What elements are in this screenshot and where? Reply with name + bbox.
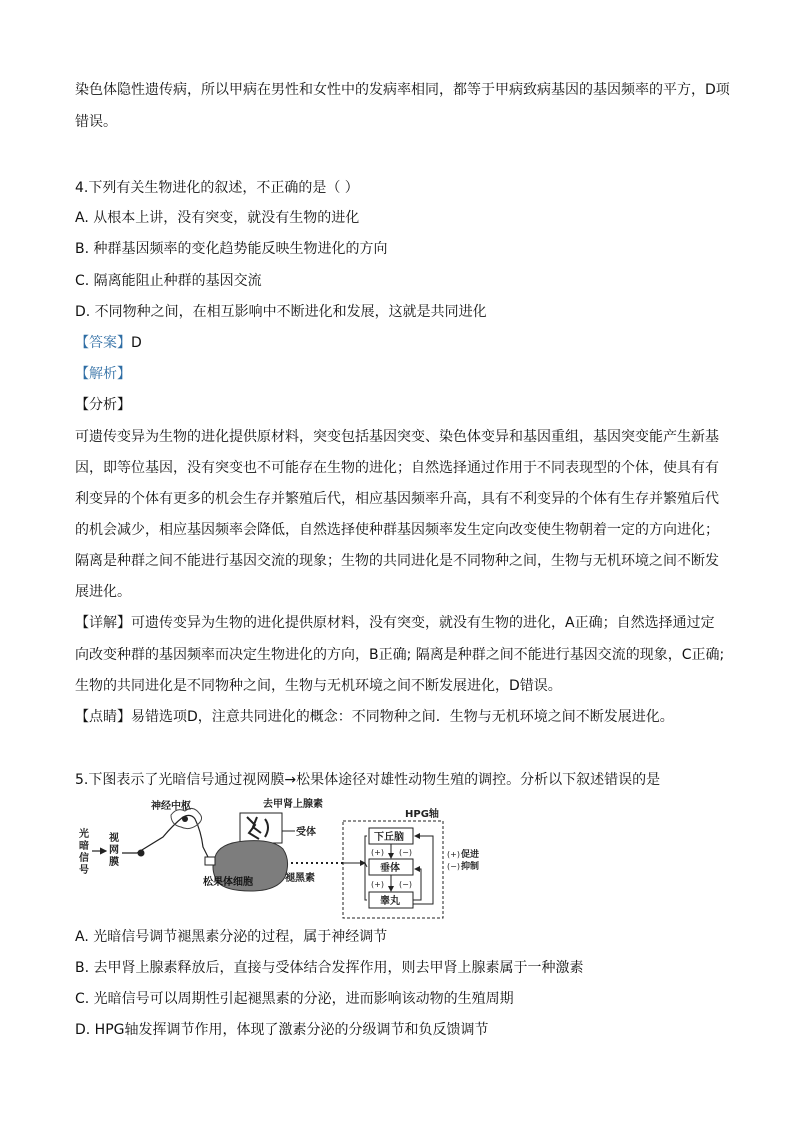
synapse-inset-box	[240, 813, 282, 843]
question-5-option-c: C. 光暗信号可以周期性引起褪黑素的分泌，进而影响该动物的生殖周期	[75, 991, 514, 1007]
fenxi-line-2: 因，即等位基因，没有突变也不可能存在生物的进化；自然选择通过作用于不同表现型的个体，使具有有	[75, 460, 719, 476]
answer-tag: 【答案】	[75, 335, 131, 351]
pituitary-label: 垂体	[380, 863, 400, 874]
svg-text:号: 号	[79, 865, 89, 876]
xiangjie-line-3: 生物的共同进化是不同物种之间，生物与无机环境之间不断发展进化，D错误。	[75, 678, 562, 694]
question-4-option-a: A. 从根本上讲，没有突变，就没有生物的进化	[75, 210, 360, 226]
question-4-option-b: B. 种群基因频率的变化趋势能反映生物进化的方向	[75, 241, 388, 257]
fenxi-tag: 【分析】	[75, 397, 131, 413]
answer-line	[75, 334, 142, 352]
legend-minus: (−)	[447, 862, 460, 871]
retina-neuron-icon	[138, 850, 145, 857]
pineal-terminal-icon	[205, 857, 215, 865]
xiangjie-text: 可遗传变异为生物的进化提供原材料，没有突变，就没有生物的进化，A正确；自然选择通过定	[131, 615, 715, 631]
plus-sign-1: (+)	[371, 848, 384, 857]
dianjing-tag: 【点睛】	[75, 709, 131, 725]
receptor-label: 受体	[296, 827, 316, 838]
question-4-option-c: C. 隔离能阻止种群的基因交流	[75, 273, 262, 289]
dianjing-text: 易错选项D，注意共同进化的概念：不同物种之间．生物与无机环境之间不断发展进化。	[131, 709, 674, 725]
svg-text:膜: 膜	[109, 857, 119, 868]
svg-text:网: 网	[109, 845, 119, 856]
minus-sign-2: (−)	[399, 880, 412, 889]
xiangjie-line-1	[75, 614, 715, 632]
svg-text:光: 光	[79, 829, 89, 840]
melatonin-label: 褪黑素	[285, 873, 315, 884]
fenxi-line-5: 隔离是种群之间不能进行基因交流的现象；生物的共同进化是不同物种之间，生物与无机环境之间不断发	[75, 553, 719, 569]
question-5-option-d: D. HPG轴发挥调节作用，体现了激素分泌的分级调节和负反馈调节	[75, 1022, 489, 1038]
relay-neuron-icon	[182, 816, 188, 822]
intro-line-2: 错误。	[75, 114, 117, 130]
dianjing-line	[75, 708, 674, 726]
plus-sign-2: (+)	[371, 880, 384, 889]
answer-value: D	[131, 335, 142, 351]
fenxi-line-6: 展进化。	[75, 584, 131, 600]
svg-text:暗: 暗	[79, 841, 89, 852]
legend-plus: (+)	[447, 850, 460, 859]
xiangjie-tag: 【详解】	[75, 615, 131, 631]
hpg-axis-diagram	[75, 795, 485, 920]
analysis-tag: 【解析】	[75, 366, 131, 382]
legend-promote: 促进	[461, 850, 480, 860]
fenxi-line-3: 利变异的个体有更多的机会生存并繁殖后代，相应基因频率升高，具有不利变异的个体有生存并繁殖后代	[75, 491, 719, 507]
norepinephrine-label: 去甲肾上腺素	[263, 799, 323, 810]
legend-inhibit: 抑制	[461, 862, 480, 872]
melatonin-to-hpg	[365, 836, 367, 900]
svg-text:信: 信	[79, 853, 89, 864]
light-signal-label	[79, 827, 89, 876]
hypothalamus-label: 下丘脑	[374, 832, 404, 843]
fenxi-line-1: 可遗传变异为生物的进化提供原材料，突变包括基因突变、染色体变异和基因重组，基因突变能产生新基	[75, 429, 719, 445]
feedback-to-pituitary	[413, 869, 421, 900]
hpg-axis-label: HPG轴	[405, 809, 439, 820]
testis-label: 睾丸	[380, 896, 400, 907]
svg-text:视: 视	[109, 833, 119, 844]
question-5-option-a: A. 光暗信号调节褪黑素分泌的过程，属于神经调节	[75, 929, 388, 945]
retina-label	[108, 831, 119, 868]
xiangjie-line-2: 向改变种群的基因频率而决定生物进化的方向，B正确; 隔离是种群之间不能进行基因交流的现象，C正确;	[75, 647, 725, 663]
pineal-cell-label: 松果体细胞	[203, 877, 253, 888]
question-5-option-b: B. 去甲肾上腺素释放后，直接与受体结合发挥作用，则去甲肾上腺素属于一种激素	[75, 960, 584, 976]
question-4-option-d: D. 不同物种之间，在相互影响中不断进化和发展，这就是共同进化	[75, 304, 487, 320]
feedback-to-hypothalamus	[413, 836, 433, 904]
nerve-center-label: 神经中枢	[151, 801, 191, 812]
minus-sign-1: (−)	[399, 848, 412, 857]
fenxi-line-4: 的机会减少，相应基因频率会降低，自然选择使种群基因频率发生定向改变使生物朝着一定的方向进化；	[75, 522, 719, 538]
nerve-pathway	[122, 815, 209, 859]
question-5-stem: 5.下图表示了光暗信号通过视网膜→松果体途径对雄性动物生殖的调控。分析以下叙述错误的是	[75, 772, 661, 788]
question-4-stem: 4.下列有关生物进化的叙述，不正确的是（ ）	[75, 180, 359, 196]
intro-line-1: 染色体隐性遗传病，所以甲病在男性和女性中的发病率相同，都等于甲病致病基因的基因频率的平方，D项	[75, 82, 730, 98]
